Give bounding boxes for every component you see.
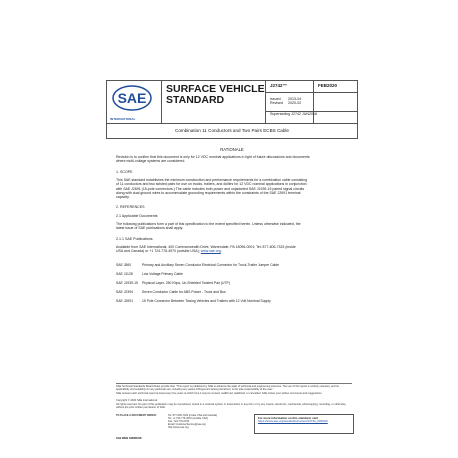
applicable-docs-text: The following publications form a part of this specification to the extent specified herein. Unless otherwise indicated, the latest issue of SAE publications shall apply. (116, 222, 301, 231)
rationale-heading: RATIONALE (220, 147, 244, 152)
sae-publications-heading: 2.1.1 SAE Publications (116, 237, 153, 241)
logo-subtitle: INTERNATIONAL (110, 117, 136, 121)
doc-title: Combination 11 Conductors and Two Pairs ECBS Cable (175, 128, 289, 133)
footer-rights: All rights reserved. No part of this publication may be reproduced, stored in a retrieval system or transmitted, in any form or by any means, electronic, mechanical, photocopying, recording, or otherwise, without the prior written permission of SAE. (116, 403, 347, 410)
document-number: J2742™ (270, 83, 288, 88)
footer-divider (116, 383, 352, 384)
sae-website-link[interactable]: www.sae.org (200, 249, 221, 254)
footer-rules-note: SAE Technical Standards Board Rules provide that: "This report is published by SAE to advance the state of technical and engineering sciences. The use of this report is entirely voluntary, and its applicability and suitability for any particular use, including any patent infringement arising therefrom, is the sole responsibility of the user." (116, 385, 339, 392)
document-page: SAE INTERNATIONAL SURFACE VEHICLE STANDARD J2742™ FEB2020 Issued 2013-04 Revised 2020-02 Superseding J2742 JUN2018 Combination 11 Conductors and Two Pairs ECBS Cable RATIONALE Revision is to confirm that this document is only for 12 VDC nominal applications in light of future discussions and documents where multi-voltage systems are considered. 1. SCOPE This SAE standard establishes the minimum construction and performance requirements for a combination cable consisting of 11 conductors and two twisted pairs for use on trucks, trailers, and dollies for 12 VDC nominal applications in conjunction with SAE J2691 (15-pole connectors.) The cable includes both power and unjacketed SAE J1939-15 paired signal circuits along with dual ground wires to accommodate grounding requirements within the constraints of the SAE J2691 terminal capacity. 2. REFERENCES 2.1 Applicable Documents The following publications form a part of this specification to the extent specified herein. Unless otherwise indicated, the latest issue of SAE publications shall apply. 2.1.1 SAE Publications Available from SAE International, 400 Commonwealth Drive, Warrendale, PA 15096-0001; Tel: 877-606-7323 (inside USA and Canada) or +1 724-776-4970 (outside USA); www.sae.org. SAE J560 Primary and Auxiliary Seven Conductor Electrical Connector for Truck-Trailer Jumper Cable SAE J1128 Low Voltage Primary Cable SAE J1939-15 Physical Layer, 250 Kbps, Un-Shielded Twisted Pair (UTP) SAE J2394 Seven Conductor Cable for ABS Power - Truck and Bus SAE J2691 15 Pole Connector Between Towing Vehicles and Trailers with 12 Volt Nominal Supply SAE Technical Standards Board Rules provide that: "This report is published by SAE to advance the state of technical and engineering sciences. The use of this report is entirely voluntary, and its applicability and suitability for any particular use, including any patent infringement arising therefrom, is the sole responsibility of the user." SAE reviews each technical report at least every five years at which time it may be revised, reaffirmed, stabilized, or cancelled. SAE invites your written comments and suggestions. Copyright © 2020 SAE International All rights reserved. No part of this publication may be reproduced, stored in a retrieval system or transmitted, in any form or by any means, electronic, mechanical, photocopying, recording, or otherwise, without the prior written permission of SAE. TO PLACE A DOCUMENT ORDER: Tel: 877-606-7323 (inside USA and Canada) Tel: +1 724-776-4970 (outside USA) Fax: 724-776-0790 Email: CustomerService@sae.org http://www.sae.org SAE WEB ADDRESS: For more information on this standard, visit https://www.sae.org/standards/content/J2742_202002/ (0, 0, 458, 458)
reference-item: SAE J560 Primary and Auxiliary Seven Conductor Electrical Connector for Truck-Trailer Jumper Cable (116, 263, 280, 267)
references-heading: 2. REFERENCES (116, 205, 145, 209)
standard-link[interactable]: https://www.sae.org/standards/content/J2742_202002/ (258, 419, 328, 424)
reference-item: SAE J2394 Seven Conductor Cable for ABS Power - Truck and Bus (116, 290, 226, 294)
more-info-box: For more information on this standard, visit https://www.sae.org/standards/content/J2742_202002/ (254, 414, 354, 434)
web-address-label: SAE WEB ADDRESS: (116, 437, 143, 440)
svg-text:SAE: SAE (117, 90, 147, 106)
rationale-text: Revision is to confirm that this document is only for 12 VDC nominal applications in light of future discussions and documents where multi-voltage systems are considered. (116, 155, 310, 164)
scope-text: This SAE standard establishes the minimum construction and performance requirements for a combination cable consisting of 11 conductors and two twisted pairs for use on trucks, trailers, and dollies for 12 VDC nominal applications in conjunction with SAE J2691 (15-pole connectors.) The cable includes both power and unjacketed SAE J1939-15 paired signal circuits along with dual ground wires to accommodate grounding requirements within the constraints of the SAE J2691 terminal capacity. (116, 178, 308, 200)
issue-dates: Issued 2013-04 Revised 2020-02 (270, 97, 302, 106)
superseding-note: Superseding J2742 JUN2018 (270, 112, 317, 116)
sae-logo-icon (112, 81, 152, 121)
document-date: FEB2020 (318, 83, 338, 88)
footer-review-note: SAE reviews each technical report at least every five years at which time it may be revised, reaffirmed, stabilized, or cancelled. SAE invites your written comments and suggestions. (116, 392, 323, 395)
document-type-title: SURFACE VEHICLE STANDARD (166, 83, 265, 106)
applicable-docs-heading: 2.1 Applicable Documents (116, 214, 158, 218)
reference-item: SAE J2691 15 Pole Connector Between Towing Vehicles and Trailers with 12 Volt Nominal Supply (116, 299, 271, 303)
reference-item: SAE J1128 Low Voltage Primary Cable (116, 272, 183, 276)
scope-heading: 1. SCOPE (116, 170, 133, 174)
footer-copyright: Copyright © 2020 SAE International (116, 399, 158, 402)
sae-publications-text: Available from SAE International, 400 Commonwealth Drive, Warrendale, PA 15096-0001; Tel: 877-606-7323 (inside USA and Canada) or +1 724-776-4970 (outside USA); www.sae.org. (116, 245, 296, 254)
reference-item: SAE J1939-15 Physical Layer, 250 Kbps, Un-Shielded Twisted Pair (UTP) (116, 281, 230, 285)
